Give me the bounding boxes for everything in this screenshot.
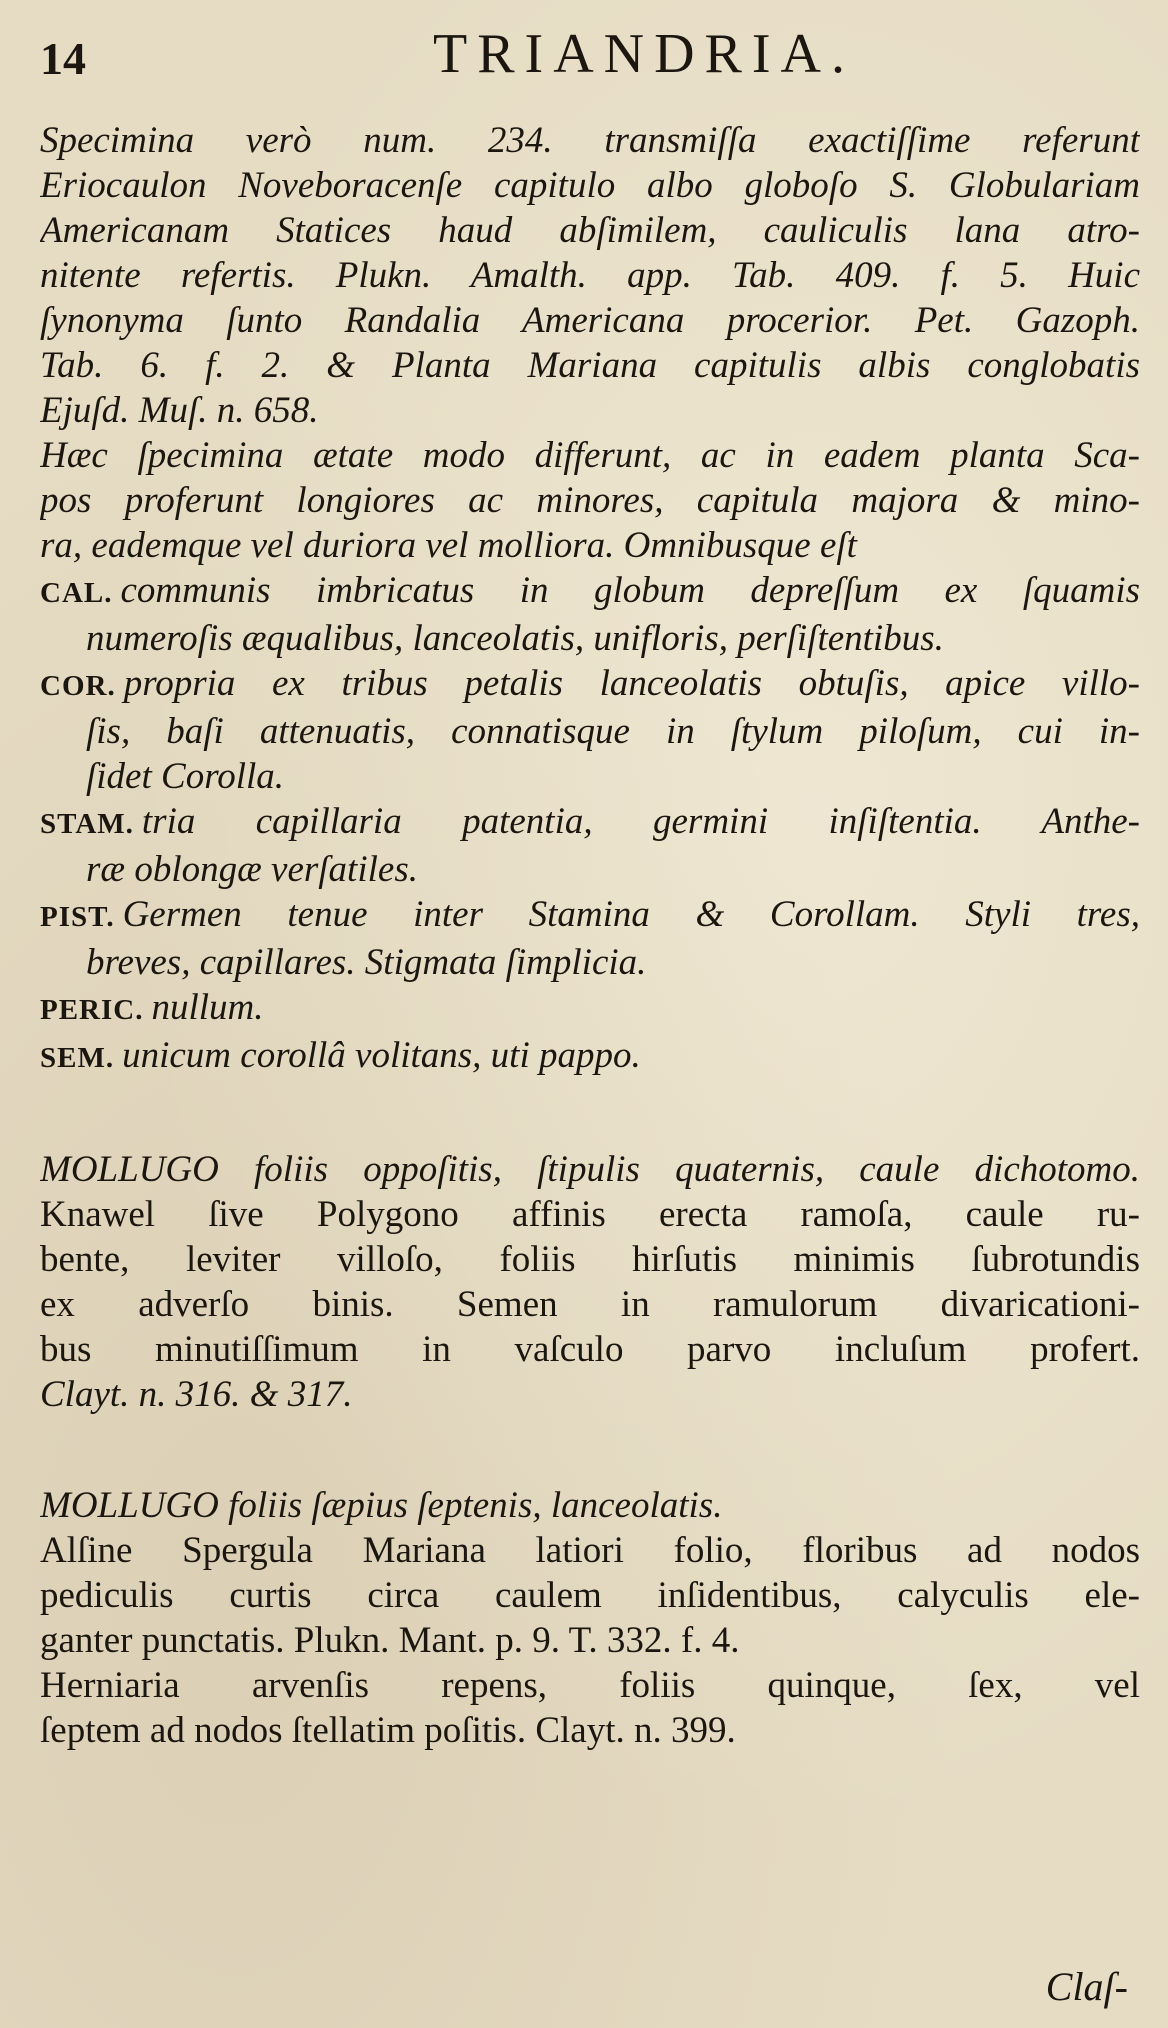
text-line: pediculis curtis circa caulem inſidentibus, calyculis ele-	[40, 1575, 1140, 1616]
text-line: Hæc ſpecimina ætate modo differunt, ac in eadem planta Sca-	[40, 435, 1140, 476]
page-number: 14	[40, 33, 86, 84]
text-line: ſynonyma ſunto Randalia Americana procerior. Pet. Gazoph.	[40, 300, 1140, 341]
character-peric	[40, 985, 1140, 1033]
mollugo-heading: MOLLUGO foliis oppoſitis, ſtipulis quaternis, caule dichotomo.	[40, 1149, 1140, 1190]
text-line: Specimina verò num. 234. transmiſſa exactiſſime referunt	[40, 120, 1140, 161]
character-sem	[40, 1033, 1140, 1081]
character-pist	[40, 892, 1140, 940]
citation-line: Clayt. n. 316. & 317.	[40, 1374, 353, 1415]
character-text: Germen tenue inter Stamina & Corollam. Styli tres,	[122, 894, 1140, 935]
section-gap	[40, 1081, 1140, 1147]
character-text: tria capillaria patentia, germini inſiſtentia. Anthe-	[141, 801, 1140, 842]
text-line: Ejuſd. Muſ. n. 658.	[40, 390, 319, 431]
character-cal	[40, 568, 1140, 616]
text-line: bente, leviter villoſo, foliis hirſutis minimis ſubrotundis	[40, 1239, 1140, 1280]
term-label: CAL.	[40, 577, 113, 609]
text-line: Americanam Statices haud abſimilem, cauliculis lana atro-	[40, 210, 1140, 251]
character-text: unicum corollâ volitans, uti pappo.	[122, 1035, 641, 1076]
text-line: ſeptem ad nodos ſtellatim poſitis. Clayt. n. 399.	[40, 1710, 736, 1751]
mollugo-heading: MOLLUGO foliis ſæpius ſeptenis, lanceolatis.	[40, 1485, 723, 1526]
text-line: bus minutiſſimum in vaſculo parvo incluſum profert.	[40, 1329, 1140, 1370]
text-line: Tab. 6. f. 2. & Planta Mariana capitulis albis conglobatis	[40, 345, 1140, 386]
running-head: TRIANDRIA.	[433, 23, 855, 85]
character-cor	[40, 661, 1140, 709]
page-header	[40, 22, 1128, 92]
character-continuation: numeroſis æqualibus, lanceolatis, unifloris, perſiſtentibus.	[86, 618, 944, 659]
character-continuation: breves, capillares. Stigmata ſimplicia.	[86, 942, 647, 983]
character-continuation: ſis, baſi attenuatis, connatisque in ſtylum piloſum, cui in-	[86, 711, 1140, 752]
page-text	[40, 118, 1140, 1753]
character-continuation: ſidet Corolla.	[86, 756, 285, 797]
section-gap	[40, 1417, 1140, 1483]
character-text: communis imbricatus in globum depreſſum ex ſquamis	[120, 570, 1140, 611]
term-label: SEM.	[40, 1042, 115, 1074]
character-text: propria ex tribus petalis lanceolatis obtuſis, apice villo-	[123, 663, 1140, 704]
text-line: ex adverſo binis. Semen in ramulorum divaricationi-	[40, 1284, 1140, 1325]
text-line: Eriocaulon Noveboracenſe capitulo albo globoſo S. Globulariam	[40, 165, 1140, 206]
text-line: Knawel ſive Polygono affinis erecta ramoſa, caule ru-	[40, 1194, 1140, 1235]
character-continuation: ræ oblongæ verſatiles.	[86, 849, 418, 890]
text-line: ganter punctatis. Plukn. Mant. p. 9. T. 332. f. 4.	[40, 1620, 740, 1661]
term-label: COR.	[40, 670, 116, 702]
catchword: Claſ-	[1045, 1964, 1128, 2009]
text-line: pos proferunt longiores ac minores, capitula majora & mino-	[40, 480, 1140, 521]
text-line: nitente refertis. Plukn. Amalth. app. Tab. 409. f. 5. Huic	[40, 255, 1140, 296]
character-stam	[40, 799, 1140, 847]
text-line: Alſine Spergula Mariana latiori folio, floribus ad nodos	[40, 1530, 1140, 1571]
term-label: STAM.	[40, 808, 134, 840]
text-line: ra, eademque vel duriora vel molliora. Omnibusque eſt	[40, 525, 857, 566]
text-line: Herniaria arvenſis repens, foliis quinque, ſex, vel	[40, 1665, 1140, 1706]
term-label: PERIC.	[40, 994, 144, 1026]
character-text: nullum.	[151, 987, 264, 1028]
term-label: PIST.	[40, 901, 115, 933]
